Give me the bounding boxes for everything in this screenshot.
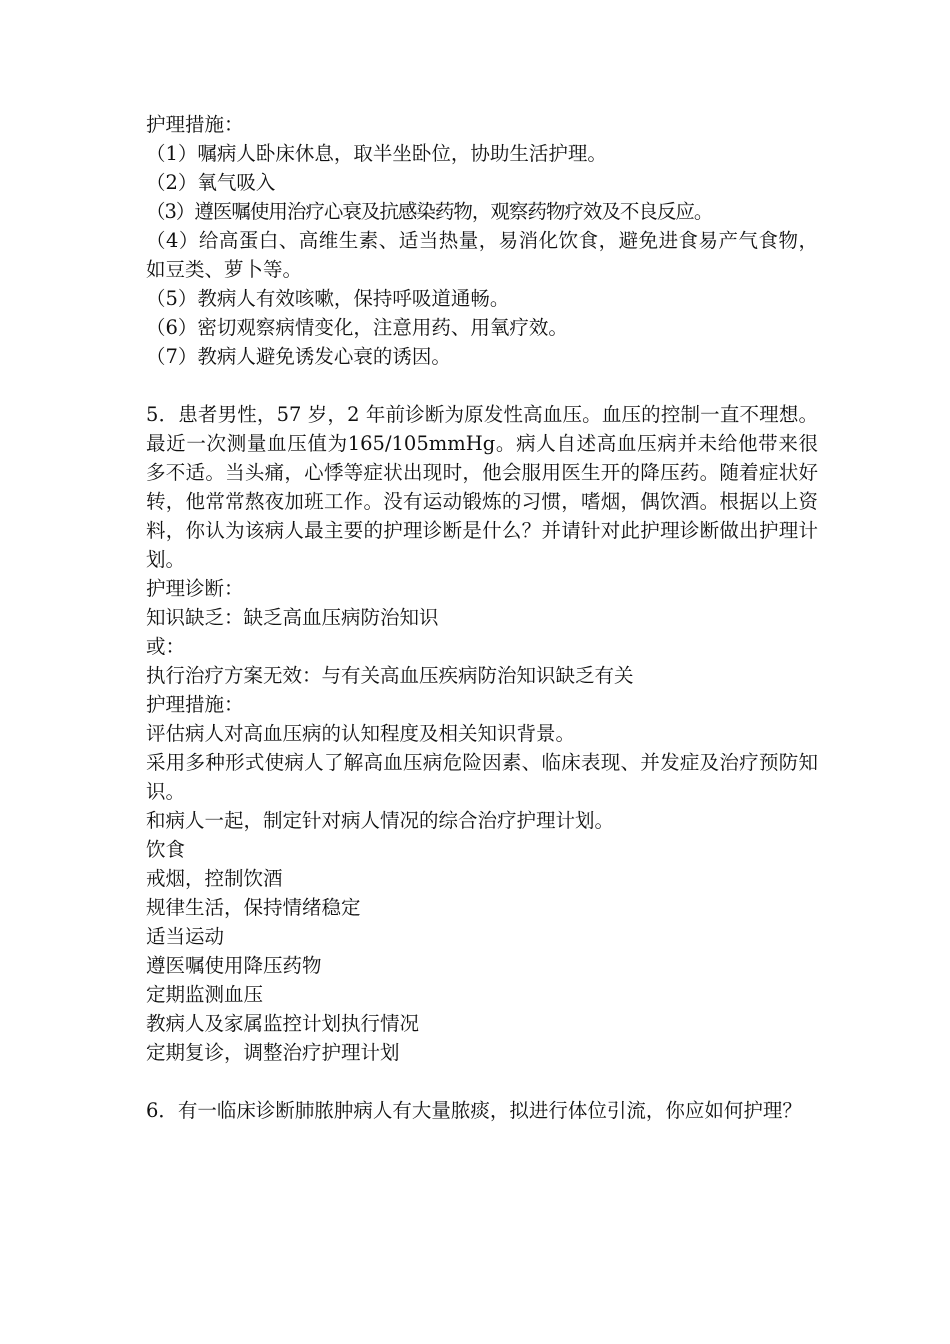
measure-item-4: （4）给高蛋白、高维生素、适当热量，易消化饮食，避免进食易产气食物，如豆类、萝卜等。 bbox=[146, 229, 818, 281]
measure-medication: 遵医嘱使用降压药物 bbox=[146, 954, 322, 977]
document-page bbox=[146, 110, 818, 1125]
measure-diet: 饮食 bbox=[146, 838, 186, 861]
measure-item-3: （3）遵医嘱使用治疗心衰及抗感染药物，观察药物疗效及不良反应。 bbox=[146, 200, 713, 223]
measure-exercise: 适当运动 bbox=[146, 925, 225, 948]
measure-item-6: （6）密切观察病情变化，注意用药、用氧疗效。 bbox=[146, 316, 568, 339]
measures-heading-4: 护理措施： bbox=[146, 113, 244, 136]
measure-assess: 评估病人对高血压病的认知程度及相关知识背景。 bbox=[146, 722, 576, 745]
paragraph-gap bbox=[146, 371, 818, 400]
measure-item-1: （1）嘱病人卧床休息，取半坐卧位，协助生活护理。 bbox=[146, 142, 607, 165]
measure-item-2: （2）氧气吸入 bbox=[146, 171, 276, 194]
diagnosis-heading: 护理诊断： bbox=[146, 577, 244, 600]
measure-item-5: （5）教病人有效咳嗽，保持呼吸道通畅。 bbox=[146, 287, 510, 310]
measure-smoking: 戒烟，控制饮酒 bbox=[146, 867, 283, 890]
measure-family: 教病人及家属监控计划执行情况 bbox=[146, 1012, 420, 1035]
measure-plan: 和病人一起，制定针对病人情况的综合治疗护理计划。 bbox=[146, 809, 615, 832]
measures-heading-5: 护理措施： bbox=[146, 693, 244, 716]
measure-followup: 定期复诊，调整治疗护理计划 bbox=[146, 1041, 400, 1064]
or-label: 或： bbox=[146, 635, 186, 658]
measure-lifestyle: 规律生活，保持情绪稳定 bbox=[146, 896, 361, 919]
measure-educate: 采用多种形式使病人了解高血压病危险因素、临床表现、并发症及治疗预防知识。 bbox=[146, 751, 818, 803]
paragraph-gap bbox=[146, 1067, 818, 1096]
measure-item-7: （7）教病人避免诱发心衰的诱因。 bbox=[146, 345, 451, 368]
diagnosis-1: 知识缺乏：缺乏高血压病防治知识 bbox=[146, 606, 439, 629]
measure-monitoring: 定期监测血压 bbox=[146, 983, 264, 1006]
question-5: 5．患者男性，57 岁，2 年前诊断为原发性高血压。血压的控制一直不理想。最近一次测量血压值为165/105mmHg。病人自述高血压病并未给他带来很多不适。当头痛，心悸等症状出现时，他会服用医生开的降压药。随着症状好转，他常常熬夜加班工作。没有运动锻炼的习惯，嗜烟，偶饮酒。根据以上资料，你认为该病人最主要的护理诊断是什么？并请针对此护理诊断做出护理计划。 bbox=[146, 403, 818, 571]
question-6: 6．有一临床诊断肺脓肿病人有大量脓痰，拟进行体位引流，你应如何护理？ bbox=[146, 1099, 802, 1122]
diagnosis-2: 执行治疗方案无效：与有关高血压疾病防治知识缺乏有关 bbox=[146, 664, 634, 687]
